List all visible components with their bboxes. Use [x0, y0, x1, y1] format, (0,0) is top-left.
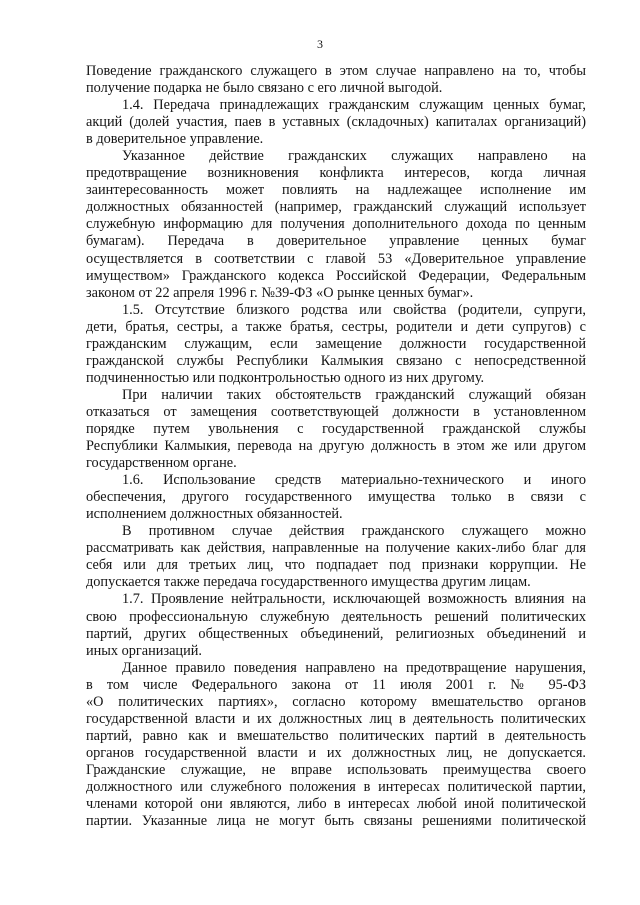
text-line: бумагам). Передача в доверительное управление ценных бумаг	[86, 233, 586, 250]
text-line: В противном случае действия гражданского служащего можно	[122, 523, 586, 540]
text-line: должностного или служебного положения в интересах политической партии,	[86, 778, 586, 795]
text-line: иных организаций.	[86, 642, 202, 659]
text-line: гражданской службы Республики Калмыкия связано с непосредственной	[86, 352, 586, 369]
text-line: 1.4. Передача принадлежащих гражданским служащим ценных бумаг,	[122, 97, 586, 114]
paragraph	[86, 97, 586, 148]
text-line: 1.5. Отсутствие близкого родства или свойства (родители, супруги,	[122, 301, 586, 318]
text-line: партий, равно как и вмешательство политических партий в деятельность	[86, 727, 586, 744]
text-line: в том числе Федерального закона от 11 июля 2001 г. № 95-ФЗ	[86, 676, 586, 693]
page-number: 3	[317, 37, 323, 51]
text-line: Поведение гражданского служащего в этом случае направлено на то, чтобы	[86, 63, 586, 79]
text-line: Данное правило поведения направлено на предотвращение нарушения,	[122, 659, 586, 676]
text-line: подчиненностью или подконтрольностью одного из них другому.	[86, 369, 485, 386]
paragraph	[86, 63, 586, 97]
text-line: рассматривать как действия, направленные на получение каких-либо благ для	[86, 540, 586, 557]
text-line: Гражданские служащие, не вправе использовать преимущества своего	[86, 761, 586, 778]
text-line: допускается также передача государственного имущества другим лицам.	[86, 574, 531, 591]
text-line: получение подарка не было связано с его личной выгодой.	[86, 80, 443, 97]
paragraph	[86, 660, 586, 830]
text-line: законом от 22 апреля 1996 г. №39-ФЗ «О рынке ценных бумаг».	[86, 284, 474, 301]
text-line: членами которой они являются, либо в интересах любой иной политической	[86, 796, 586, 813]
paragraph	[86, 591, 586, 659]
text-line: «О политических партиях», согласно которому вмешательство органов	[86, 693, 586, 710]
text-line: предотвращение возникновения конфликта интересов, когда личная	[86, 165, 586, 182]
text-line: в доверительное управление.	[86, 131, 264, 148]
paragraph	[86, 148, 586, 301]
text-line: При наличии таких обстоятельств гражданский служащий обязан	[122, 386, 586, 403]
text-line: 1.7. Проявление нейтральности, исключающей возможность влияния на	[122, 591, 586, 608]
text-line: партии. Указанные лица не могут быть связаны решениями политической	[86, 813, 586, 830]
document-body	[86, 63, 586, 830]
text-line: осуществляется в соответствии с главой 53 «Доверительное управление	[86, 250, 586, 267]
text-line: дети, братья, сестры, а также братья, сестры, родители и дети супругов) с	[86, 318, 586, 335]
text-line: имуществом» Гражданского кодекса Российской Федерации, Федеральным	[86, 267, 586, 284]
text-line: порядке путем увольнения с государственной гражданской службы	[86, 420, 586, 437]
text-line: отказаться от замещения соответствующей должности в установленном	[86, 403, 586, 420]
text-line: себя или для третьих лиц, что подпадает под признаки коррупции. Не	[86, 557, 586, 574]
text-line: исполнением должностных обязанностей.	[86, 506, 343, 523]
paragraph	[86, 302, 586, 387]
text-line: должностных обязанностей (например, гражданский служащий использует	[86, 199, 586, 216]
text-line: Республики Калмыкия, перевода на другую должность в этом же или другом	[86, 438, 586, 455]
paragraph	[86, 523, 586, 591]
text-line: Указанное действие гражданских служащих направлено на	[122, 148, 586, 165]
text-line: государственном органе.	[86, 455, 237, 472]
text-line: свою профессиональную служебную деятельность решений политических	[86, 608, 586, 625]
text-line: партий, других общественных объединений, религиозных объединений и	[86, 625, 586, 642]
text-line: гражданским служащим, если замещение должности государственной	[86, 335, 586, 352]
text-line: органов государственной власти и их должностных лиц, не допускается.	[86, 744, 586, 761]
text-line: 1.6. Использование средств материально-технического и иного	[122, 472, 586, 489]
text-line: акций (долей участия, паев в уставных (складочных) капиталах организаций)	[86, 114, 586, 131]
paragraph	[86, 472, 586, 523]
text-line: обеспечения, другого государственного имущества только в связи с	[86, 489, 586, 506]
text-line: служебную информацию для получения дополнительного дохода по ценным	[86, 216, 586, 233]
paragraph	[86, 387, 586, 472]
text-line: государственной власти и их должностных лиц в деятельность политических	[86, 710, 586, 727]
text-line: заинтересованность может повлиять на надлежащее исполнение им	[86, 182, 586, 199]
